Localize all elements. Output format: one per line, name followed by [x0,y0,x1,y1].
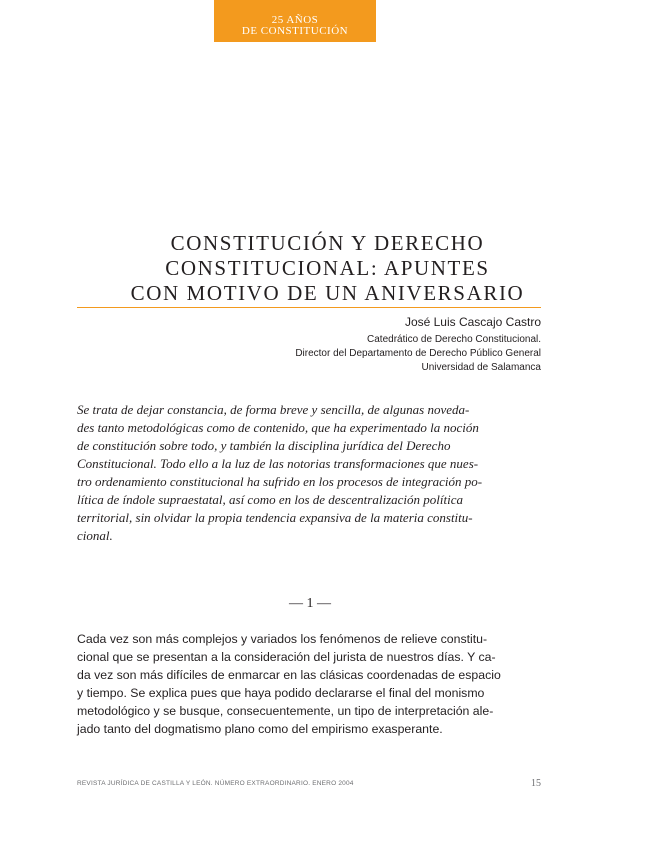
title-line: CON MOTIVO DE UN ANIVERSARIO [130,281,525,305]
footer-journal: REVISTA JURÍDICA DE CASTILLA Y LEÓN. NÚMERO EXTRAORDINARIO. ENERO 2004 [77,780,354,787]
affiliation-line: Director del Departamento de Derecho Público General [295,348,541,359]
body-line: metodológico y se busque, consecuentemente, un tipo de interpretación ale- [77,704,494,718]
abstract-line: territorial, sin olvidar la propia tendencia expansiva de la materia constitu- [77,510,473,525]
abstract [77,401,541,545]
affiliation-line: Catedrático de Derecho Constitucional. [367,334,541,345]
body-line: jado tanto del dogmatismo plano como del empirismo exasperante. [77,722,443,736]
section-number: — 1 — [289,596,331,611]
header-tab [214,0,376,42]
abstract-line: Se trata de dejar constancia, de forma breve y sencilla, de algunas noveda- [77,402,470,417]
title-divider [77,307,541,308]
abstract-line: tro ordenamiento constitucional ha sufrido en los procesos de integración po- [77,474,483,489]
abstract-line: de constitución sobre todo, y también la disciplina jurídica del Derecho [77,438,451,453]
body-line: Cada vez son más complejos y variados los fenómenos de relieve constitu- [77,632,488,646]
body-line: y tiempo. Se explica pues que haya podido declararse el final del monismo [77,686,485,700]
abstract-line: lítica de índole supraestatal, así como en los de descentralización política [77,492,463,507]
body-line: da vez son más difíciles de enmarcar en las clásicas coordenadas de espacio [77,668,501,682]
header-tab-line1: 25 AÑOS [271,14,319,26]
body-line: cional que se presentan a la consideración del jurista de nuestros días. Y ca- [77,650,496,664]
affiliation-line: Universidad de Salamanca [421,362,541,373]
abstract-line: Constitucional. Todo ello a la luz de las notorias transformaciones que nues- [77,456,479,471]
body-paragraph [77,630,541,738]
title-line: CONSTITUCIÓN Y DERECHO [170,231,485,255]
abstract-line: cional. [77,528,113,543]
page-number: 15 [531,778,541,789]
abstract-line: des tanto metodológicas como de contenido, que ha experimentado la noción [77,420,479,435]
title-line: CONSTITUCIONAL: APUNTES [165,256,490,280]
author-affiliation [295,333,541,375]
article-title [0,231,655,306]
header-tab-line2: DE CONSTITUCIÓN [241,25,349,37]
author-name: José Luis Cascajo Castro [404,315,541,329]
